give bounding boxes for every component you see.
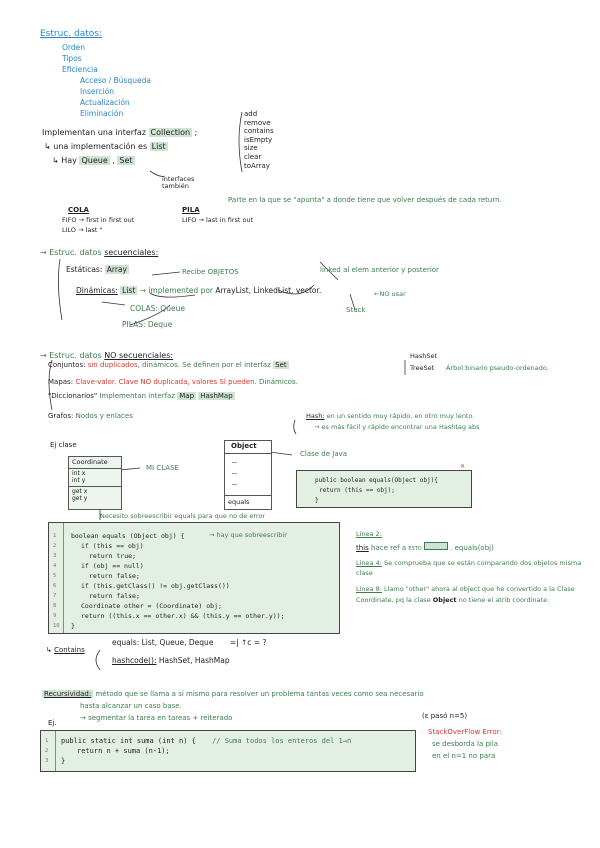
class-name: Coordinate bbox=[72, 458, 108, 466]
pila-lifo: LIFO → last in first out bbox=[182, 216, 254, 224]
clase-java-label: Clase de Java bbox=[300, 450, 348, 458]
hashset-label: HashSet bbox=[410, 352, 438, 360]
contains-label: ↳ Contains bbox=[46, 646, 85, 654]
bullet-orden: Orden bbox=[62, 43, 85, 52]
recibe-objetos: Recibe OBJETOS bbox=[182, 268, 239, 276]
hay-que-sobreescribir: → hay que sobreescribir bbox=[209, 531, 287, 539]
object-box bbox=[224, 440, 272, 510]
object-label: Object bbox=[231, 442, 257, 450]
diccionarios-line: "Diccionarios" Implementan interfaz Map HashMap bbox=[48, 392, 233, 400]
cola-lilo: LILO → last " bbox=[62, 226, 103, 234]
linea2-line: this hace ref a ESTO . equals(obj) bbox=[356, 544, 494, 552]
caso-note: (ε pasó n=5) bbox=[422, 712, 468, 720]
hash-line-2: → es más fácil y rápido encontrar una Hashtag abs bbox=[314, 423, 480, 431]
object-equals-code: public boolean equals(Object obj){ return (this == obj); } bbox=[296, 470, 472, 508]
contains-equals-line: equals: List, Queue, Deque =| ↑c = ? bbox=[112, 638, 267, 647]
pilas-line: PILAS: Deque bbox=[122, 320, 173, 329]
mapas-line: Mapas: Clave-valor. Clave NO duplicada, valores SÍ pueden. Dinámicos. bbox=[48, 378, 298, 386]
hash-line-1: Hash: en un sentido muy rápido, en otro muy lento. bbox=[306, 412, 475, 420]
linea2-label: Línea 2: bbox=[356, 530, 382, 538]
contains-hashcode-line: hashcode(): HashSet, HashMap bbox=[112, 656, 230, 665]
secuenciales-title: → Estruc. datos secuenciales: bbox=[40, 248, 159, 257]
collection-line1: Implementan una interfaz Collection ; bbox=[42, 128, 198, 137]
linea8-block: Línea 8: Llamo "other" ahora al object que he convertido a la Clase Coordinate, pq la clase Object no tiene el atrib coordinate. bbox=[356, 585, 575, 604]
recursion-line-numbers: 1 2 3 bbox=[45, 738, 49, 764]
stackoverflow-line2: en el n=1 no para bbox=[432, 752, 496, 760]
recursion-code-lines: public static int suma (int n) { // Suma todos los enteros del 1→n return n + suma (n-1); } bbox=[61, 737, 352, 765]
recursividad-line1: Recursividad: método que se llama a sí mismo para resolver un problema tantas veces como sea necesario bbox=[44, 690, 424, 698]
collection-line3: ↳ Hay Queue , Set bbox=[52, 156, 133, 165]
equals-code-lines: boolean equals (Object obj) { if (this == obj) return true; if (obj == null) return false; if (this.getClass() != obj.getClass()) return false; Coordinate other = (Coordinate) obj; return ((this.x == other.x) && (this.y == other.y)); } bbox=[71, 532, 285, 630]
no-secuenciales-title: → Estruc. datos NO secuenciales: bbox=[40, 351, 174, 360]
dinamicas-line: Dinámicas: List → implemented por ArrayList, LinkedList, vector. bbox=[76, 286, 322, 295]
conjuntos-line: Conjuntos: sin duplicados, dinámicos. Se definen por el interfaz Set bbox=[48, 361, 287, 369]
error-marker: ✕ bbox=[460, 463, 466, 470]
collection-methods: add remove contains isEmpty size clear toArray bbox=[244, 110, 274, 170]
section-title-estructuras: Estruc. datos: bbox=[40, 29, 102, 39]
equals-code-block bbox=[48, 522, 340, 634]
linked-note: linked al elem anterior y posterior bbox=[320, 266, 439, 274]
recursion-code-block bbox=[40, 730, 416, 772]
pila-title: PILA bbox=[182, 206, 200, 214]
sub-bullet-insercion: Inserción bbox=[80, 87, 114, 96]
recursividad-line3: → segmentar la tarea en tareas + reiterado bbox=[80, 714, 233, 722]
cola-title: COLA bbox=[68, 206, 89, 214]
recursividad-line2: hasta alcanzar un caso base. bbox=[80, 702, 182, 710]
ej-label: Ej. bbox=[48, 719, 57, 727]
mi-clase-label: MI CLASE bbox=[146, 464, 179, 472]
stack-label: Stack bbox=[346, 306, 366, 314]
stackoverflow-line1: se desborda la pila bbox=[432, 740, 499, 748]
linea4-block: Línea 4: Se comprueba que se están comparando dos objetos misma clase bbox=[356, 559, 582, 577]
grafos-line: Grafos: Nodos y enlaces bbox=[48, 412, 133, 420]
treeset-note: Árbol binario pseudo-ordenado. bbox=[446, 364, 549, 372]
collection-line2: ↳ una implementación es List bbox=[44, 142, 166, 151]
class-methods: get x get y bbox=[72, 488, 88, 502]
ej-clase-label: Ej clase bbox=[50, 441, 77, 449]
class-box-coordinate bbox=[68, 456, 122, 510]
bullet-tipos: Tipos bbox=[62, 54, 82, 63]
object-squiggles: ~ ~ ~ bbox=[231, 458, 238, 489]
sub-bullet-eliminacion: Eliminación bbox=[80, 109, 124, 118]
pila-note: Parte en la que se "apunta" a donde tiene que volver después de cada return. bbox=[228, 196, 502, 204]
sub-bullet-actualizacion: Actualización bbox=[80, 98, 130, 107]
bullet-eficiencia: Eficiencia bbox=[62, 65, 98, 74]
object-equals-label: equals bbox=[228, 498, 250, 506]
interfaces-note: interfaces también bbox=[162, 175, 195, 190]
class-fields: int x int y bbox=[72, 470, 86, 484]
collection-keyword: Collection bbox=[150, 128, 191, 137]
cola-fifo: FIFO → first in first out bbox=[62, 216, 135, 224]
colas-line: COLAS: Queue bbox=[130, 304, 185, 313]
treeset-label: TreeSet bbox=[410, 364, 435, 372]
sub-bullet-acceso: Acceso / Búsqueda bbox=[80, 76, 151, 85]
no-usar-note: ←NO usar bbox=[374, 290, 406, 298]
stackoverflow-title: StackOverFlow Error: bbox=[428, 728, 502, 736]
estaticas-line: Estáticas: Array bbox=[66, 265, 127, 274]
line-numbers: 1 2 3 4 5 6 7 8 9 10 bbox=[53, 533, 60, 629]
necesito-note: Necesito sobreescribir equals para que no de error bbox=[100, 512, 266, 520]
